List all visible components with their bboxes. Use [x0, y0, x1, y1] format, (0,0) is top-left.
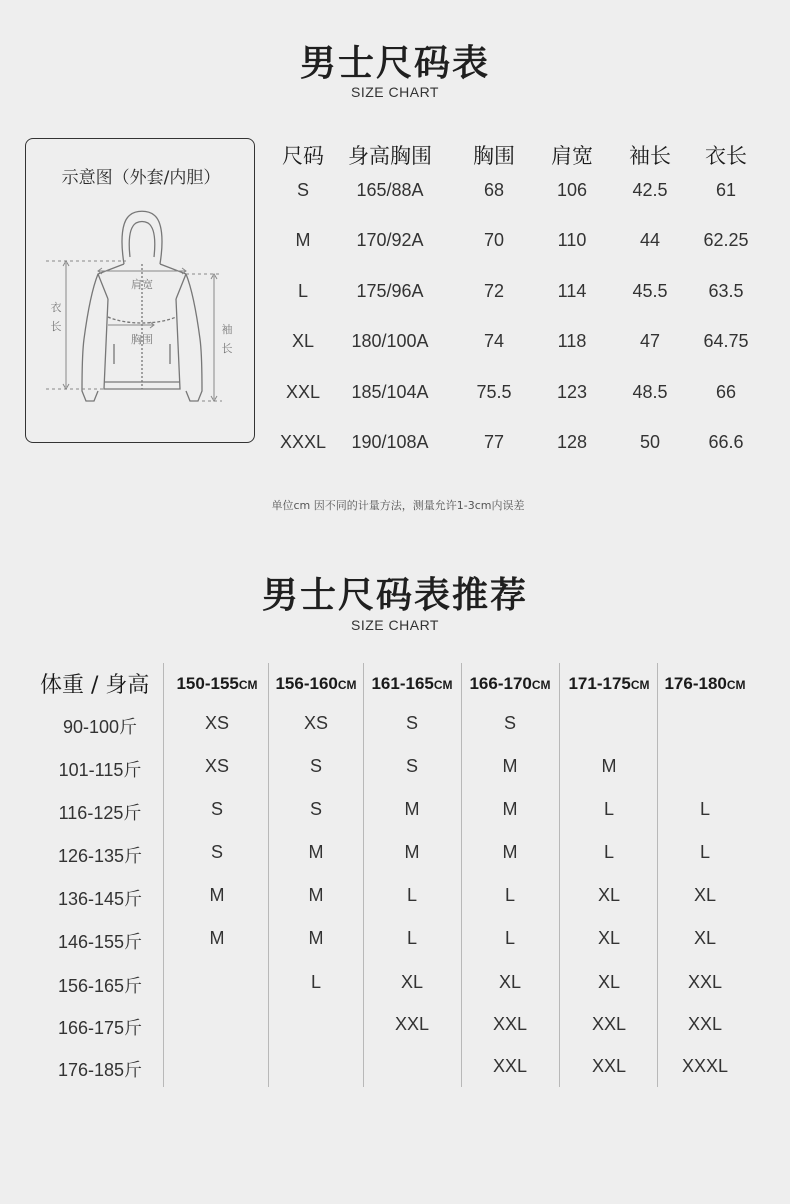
weight-height-header: 体重 / 身高	[40, 673, 150, 698]
height-unit: CM	[238, 678, 258, 692]
recommended-size-cell: XS	[204, 756, 229, 776]
height-range-header	[268, 674, 364, 694]
recommended-size-cell: M	[404, 842, 420, 862]
recommended-size-cell: L	[310, 972, 321, 992]
size-table-cell: 114	[557, 281, 587, 301]
recommended-size-cell: XXXL	[681, 1056, 729, 1076]
length-label-1: 衣	[50, 301, 62, 314]
height-unit: CM	[630, 678, 650, 692]
height-range-value: 156-160	[275, 674, 338, 693]
column-divider	[461, 663, 462, 1087]
weight-range-label: 101-115斤	[58, 760, 142, 780]
recommended-size-cell: M	[308, 928, 324, 948]
recommended-size-cell: L	[699, 842, 710, 862]
recommended-size-cell: M	[502, 842, 518, 862]
recommended-size-cell: M	[209, 928, 225, 948]
recommended-size-cell: L	[406, 928, 417, 948]
size-table-header: 胸围	[473, 144, 515, 168]
size-table-cell: 180/100A	[351, 331, 429, 351]
size-table-header: 肩宽	[551, 144, 593, 168]
recommended-size-cell: XS	[303, 713, 328, 733]
recommended-size-cell: XL	[597, 928, 621, 948]
size-table-cell: S	[296, 180, 309, 200]
size-table-cell: 62.25	[703, 230, 749, 250]
size-table-cell: 190/108A	[351, 432, 429, 452]
chest-label: 胸围	[131, 333, 153, 346]
height-range-value: 166-170	[469, 674, 532, 693]
measurement-note: 单位cm 因不同的计量方法，测量允许1-3cm内误差	[271, 499, 525, 512]
size-table-cell: XL	[291, 331, 315, 351]
recommended-size-cell: M	[502, 799, 518, 819]
size-table-cell: 68	[483, 180, 505, 200]
size-chart-subtitle: SIZE CHART	[351, 84, 439, 100]
height-range-value: 161-165	[371, 674, 434, 693]
weight-range-label: 176-185斤	[57, 1060, 143, 1080]
size-table-cell: 170/92A	[356, 230, 424, 250]
size-table-cell: 77	[483, 432, 505, 452]
height-range-value: 150-155	[176, 674, 239, 693]
size-table-cell: L	[297, 281, 308, 301]
recommended-size-cell: S	[309, 799, 322, 819]
recommended-size-cell: XXL	[687, 1014, 723, 1034]
recommended-size-cell: XXL	[687, 972, 723, 992]
height-unit: CM	[531, 678, 551, 692]
recommended-size-cell: L	[504, 885, 515, 905]
size-table-cell: 48.5	[632, 382, 668, 402]
weight-range-label: 116-125斤	[58, 803, 142, 823]
size-table-cell: 42.5	[632, 180, 668, 200]
length-label-2: 长	[50, 320, 62, 333]
height-range-header	[462, 674, 558, 694]
recommended-size-cell: S	[309, 756, 322, 776]
recommended-size-cell: S	[210, 842, 223, 862]
size-table-header: 衣长	[705, 144, 747, 168]
recommended-size-cell: XL	[597, 972, 621, 992]
column-divider	[559, 663, 560, 1087]
recommended-size-cell: XL	[693, 928, 717, 948]
recommended-size-cell: S	[210, 799, 223, 819]
recommended-size-cell: XL	[400, 972, 424, 992]
recommended-size-cell: M	[308, 885, 324, 905]
recommended-size-cell: L	[603, 799, 614, 819]
size-table-cell: 175/96A	[356, 281, 424, 301]
height-unit: CM	[433, 678, 453, 692]
size-table-cell: 47	[639, 331, 661, 351]
size-table-cell: 44	[639, 230, 661, 250]
height-range-value: 176-180	[664, 674, 727, 693]
size-table-cell: 66	[715, 382, 737, 402]
recommended-size-cell: XXL	[591, 1014, 627, 1034]
column-divider	[268, 663, 269, 1087]
sleeve-label-1: 袖	[221, 323, 233, 336]
weight-range-label: 156-165斤	[57, 976, 143, 996]
shoulder-label: 肩宽	[131, 278, 153, 291]
size-table-cell: 118	[557, 331, 587, 351]
size-table-cell: 63.5	[708, 281, 744, 301]
jacket-diagram	[26, 139, 256, 444]
size-table-cell: 45.5	[632, 281, 668, 301]
recommended-size-cell: L	[406, 885, 417, 905]
recommended-size-cell: XXL	[591, 1056, 627, 1076]
size-table-header: 尺码	[282, 144, 324, 168]
recommended-size-cell: XXL	[394, 1014, 430, 1034]
weight-range-label: 166-175斤	[57, 1018, 143, 1038]
recommended-size-cell: M	[209, 885, 225, 905]
size-table-cell: 72	[483, 281, 505, 301]
recommendation-title: 男士尺码表推荐	[261, 575, 528, 616]
recommended-size-cell: S	[405, 713, 418, 733]
height-range-header	[364, 674, 460, 694]
recommended-size-cell: M	[404, 799, 420, 819]
weight-range-label: 90-100斤	[62, 717, 138, 737]
size-table-cell: 61	[715, 180, 737, 200]
size-table-cell: XXL	[285, 382, 321, 402]
weight-range-label: 146-155斤	[57, 932, 143, 952]
recommended-size-cell: L	[699, 799, 710, 819]
size-table-cell: 165/88A	[356, 180, 424, 200]
size-table-cell: 75.5	[476, 382, 512, 402]
recommended-size-cell: M	[502, 756, 518, 776]
recommended-size-cell: M	[308, 842, 324, 862]
recommended-size-cell: M	[601, 756, 617, 776]
recommended-size-cell: XL	[693, 885, 717, 905]
height-range-header	[169, 674, 265, 694]
weight-range-label: 126-135斤	[57, 846, 143, 866]
recommended-size-cell: XXL	[492, 1056, 528, 1076]
size-table-header: 身高胸围	[348, 144, 432, 168]
sleeve-label-2: 长	[221, 342, 233, 355]
diagram-caption: 示意图（外套/内胆）	[61, 168, 221, 188]
recommended-size-cell: XL	[597, 885, 621, 905]
height-range-header	[561, 674, 657, 694]
size-table-cell: 66.6	[708, 432, 744, 452]
recommended-size-cell: S	[405, 756, 418, 776]
size-table-cell: 185/104A	[351, 382, 429, 402]
column-divider	[363, 663, 364, 1087]
weight-range-label: 136-145斤	[57, 889, 143, 909]
recommended-size-cell: L	[504, 928, 515, 948]
size-table-cell: 50	[639, 432, 661, 452]
column-divider	[163, 663, 164, 1087]
column-divider	[657, 663, 658, 1087]
size-table-cell: 70	[483, 230, 505, 250]
size-chart-title: 男士尺码表	[299, 43, 490, 84]
garment-diagram-panel	[25, 138, 255, 443]
height-unit: CM	[726, 678, 746, 692]
size-table-header: 袖长	[629, 144, 671, 168]
recommended-size-cell: S	[503, 713, 516, 733]
height-unit: CM	[337, 678, 357, 692]
height-range-value: 171-175	[568, 674, 631, 693]
recommended-size-cell: XS	[204, 713, 229, 733]
size-table-cell: XXXL	[279, 432, 327, 452]
size-table-cell: 110	[557, 230, 587, 250]
recommended-size-cell: L	[603, 842, 614, 862]
size-table-cell: 128	[556, 432, 588, 452]
recommendation-subtitle: SIZE CHART	[351, 617, 439, 633]
recommended-size-cell: XL	[498, 972, 522, 992]
size-table-cell: 106	[556, 180, 588, 200]
size-table-cell: M	[295, 230, 311, 250]
height-range-header	[657, 674, 753, 694]
size-table-cell: 123	[556, 382, 588, 402]
size-table-cell: 64.75	[703, 331, 749, 351]
size-table-cell: 74	[483, 331, 505, 351]
recommended-size-cell: XXL	[492, 1014, 528, 1034]
